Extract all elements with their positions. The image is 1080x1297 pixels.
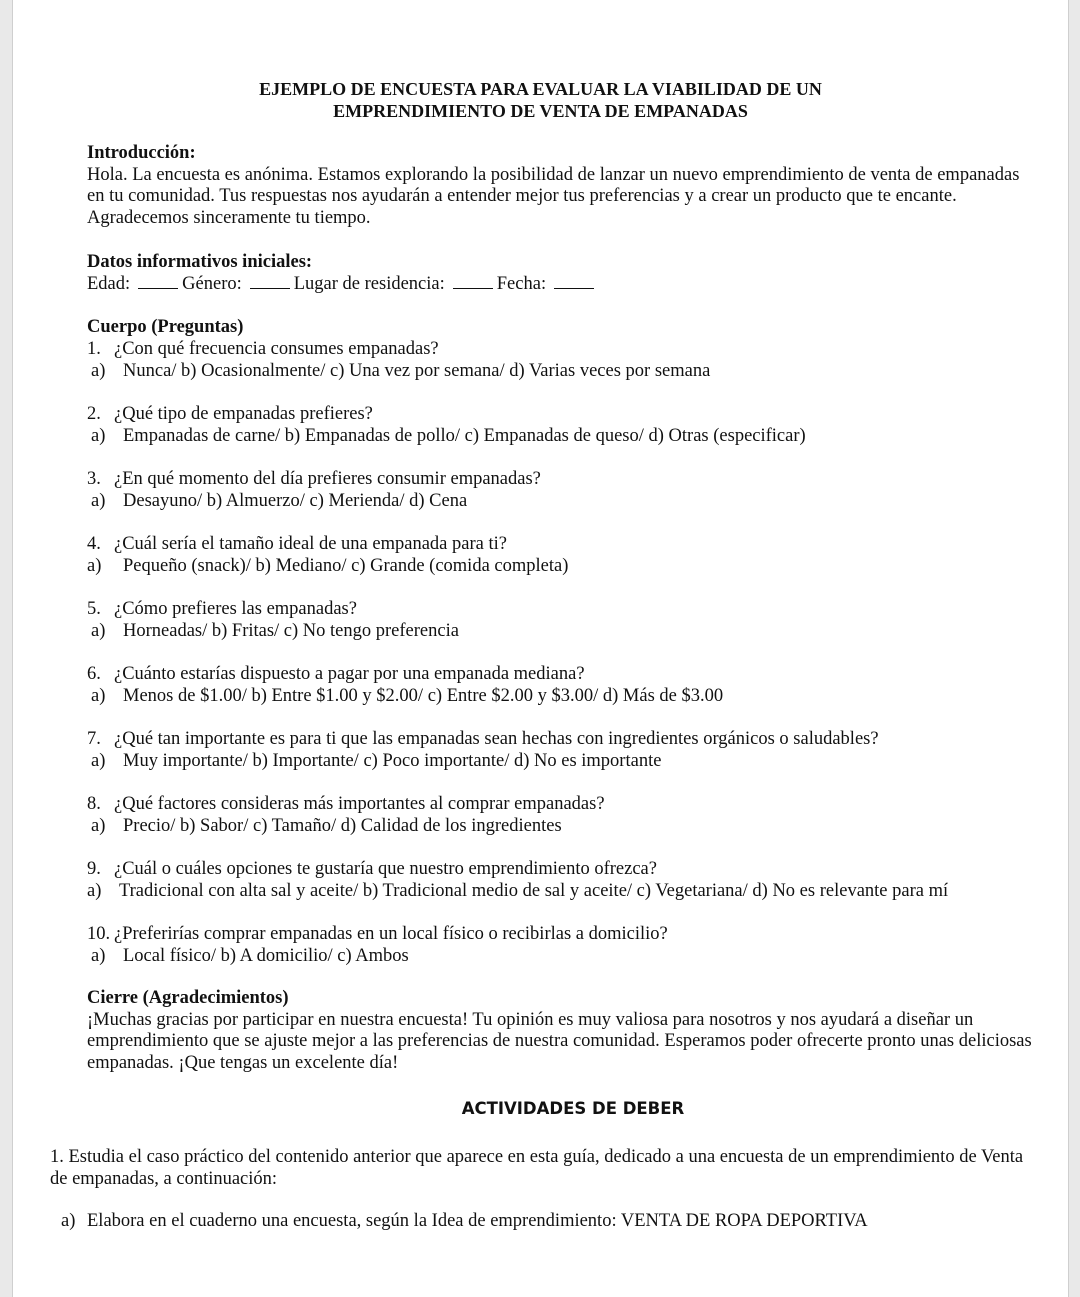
document-title xyxy=(13,78,1068,122)
datos-section xyxy=(87,252,1037,295)
edad-blank xyxy=(138,274,178,289)
intro-text: Hola. La encuesta es anónima. Estamos explorando la posibilidad de lanzar un nuevo emprendimiento de venta de empanadas en tu comunidad. Tus respuestas nos ayudarán a entender mejor tus preferencias y a crear un producto que te encante. Agradecemos sinceramente tu tiempo. xyxy=(87,164,1020,228)
answer-5: a) Horneadas/ b) Fritas/ c) No tengo preferencia xyxy=(91,621,459,641)
lugar-label: Lugar de residencia: xyxy=(293,273,445,294)
intro-section xyxy=(87,143,1037,229)
question-9: 9. ¿Cuál o cuáles opciones te gustaría que nuestro emprendimiento ofrezca? xyxy=(87,859,657,879)
question-8: 8. ¿Qué factores consideras más importantes al comprar empanadas? xyxy=(87,794,605,814)
document-page xyxy=(12,0,1069,1297)
cierre-text: ¡Muchas gracias por participar en nuestra encuesta! Tu opinión es muy valiosa para nosotros y nos ayudará a diseñar un emprendimiento que se ajuste mejor a las preferencias de nuestra comunidad. Esperamos poder ofrecerte pronto unas deliciosas empanadas. ¡Que tengas un excelente día! xyxy=(87,1009,1032,1073)
answer-9: a) Tradicional con alta sal y aceite/ b) Tradicional medio de sal y aceite/ c) Vegetariana/ d) No es relevante para mí xyxy=(87,881,949,901)
title-line-1: EJEMPLO DE ENCUESTA PARA EVALUAR LA VIABILIDAD DE UN xyxy=(259,79,822,99)
question-1: 1. ¿Con qué frecuencia consumes empanadas? xyxy=(87,339,439,359)
question-7: 7. ¿Qué tan importante es para ti que las empanadas sean hechas con ingredientes orgánicos o saludables? xyxy=(87,729,879,749)
datos-fields xyxy=(87,274,1037,296)
actividad-item-1: 1. Estudia el caso práctico del contenido anterior que aparece en esta guía, dedicado a una encuesta de un emprendimiento de Venta de empanadas, a continuación: xyxy=(50,1147,1024,1189)
answer-6: a) Menos de $1.00/ b) Entre $1.00 y $2.00/ c) Entre $2.00 y $3.00/ d) Más de $3.00 xyxy=(91,686,724,706)
question-4: 4. ¿Cuál sería el tamaño ideal de una empanada para ti? xyxy=(87,534,507,554)
answer-2: a) Empanadas de carne/ b) Empanadas de pollo/ c) Empanadas de queso/ d) Otras (especificar) xyxy=(91,426,806,446)
question-5: 5. ¿Cómo prefieres las empanadas? xyxy=(87,599,357,619)
cuerpo-heading: Cuerpo (Preguntas) xyxy=(87,317,244,337)
datos-heading: Datos informativos iniciales: xyxy=(87,252,313,272)
sub-item-text: Elabora en el cuaderno una encuesta, según la Idea de emprendimiento: VENTA DE ROPA DEPORTIVA xyxy=(87,1211,868,1231)
answer-3: a) Desayuno/ b) Almuerzo/ c) Merienda/ d) Cena xyxy=(91,491,468,511)
genero-label: Género: xyxy=(182,273,242,294)
answer-7: a) Muy importante/ b) Importante/ c) Poco importante/ d) No es importante xyxy=(91,751,662,771)
edad-label: Edad: xyxy=(87,273,131,294)
actividad-sub-item xyxy=(61,1210,868,1232)
lugar-blank xyxy=(453,274,493,289)
cierre-heading: Cierre (Agradecimientos) xyxy=(87,988,289,1008)
fecha-blank xyxy=(554,274,594,289)
question-2: 2. ¿Qué tipo de empanadas prefieres? xyxy=(87,404,373,424)
cierre-section xyxy=(87,988,1037,1074)
answer-1: a) Nunca/ b) Ocasionalmente/ c) Una vez por semana/ d) Varias veces por semana xyxy=(91,361,711,381)
intro-heading: Introducción: xyxy=(87,143,196,163)
genero-blank xyxy=(250,274,290,289)
actividades-heading: ACTIVIDADES DE DEBER xyxy=(461,1099,685,1118)
answer-8: a) Precio/ b) Sabor/ c) Tamaño/ d) Calidad de los ingredientes xyxy=(91,816,562,836)
question-10: 10. ¿Preferirías comprar empanadas en un local físico o recibirlas a domicilio? xyxy=(87,924,668,944)
answer-4: a) Pequeño (snack)/ b) Mediano/ c) Grande (comida completa) xyxy=(87,556,569,576)
answer-10: a) Local físico/ b) A domicilio/ c) Ambos xyxy=(91,946,409,966)
question-3: 3. ¿En qué momento del día prefieres consumir empanadas? xyxy=(87,469,541,489)
question-6: 6. ¿Cuánto estarías dispuesto a pagar por una empanada mediana? xyxy=(87,664,585,684)
fecha-label: Fecha: xyxy=(496,273,547,294)
sub-item-label: a) xyxy=(61,1211,76,1231)
title-line-2: EMPRENDIMIENTO DE VENTA DE EMPANADAS xyxy=(333,101,748,121)
